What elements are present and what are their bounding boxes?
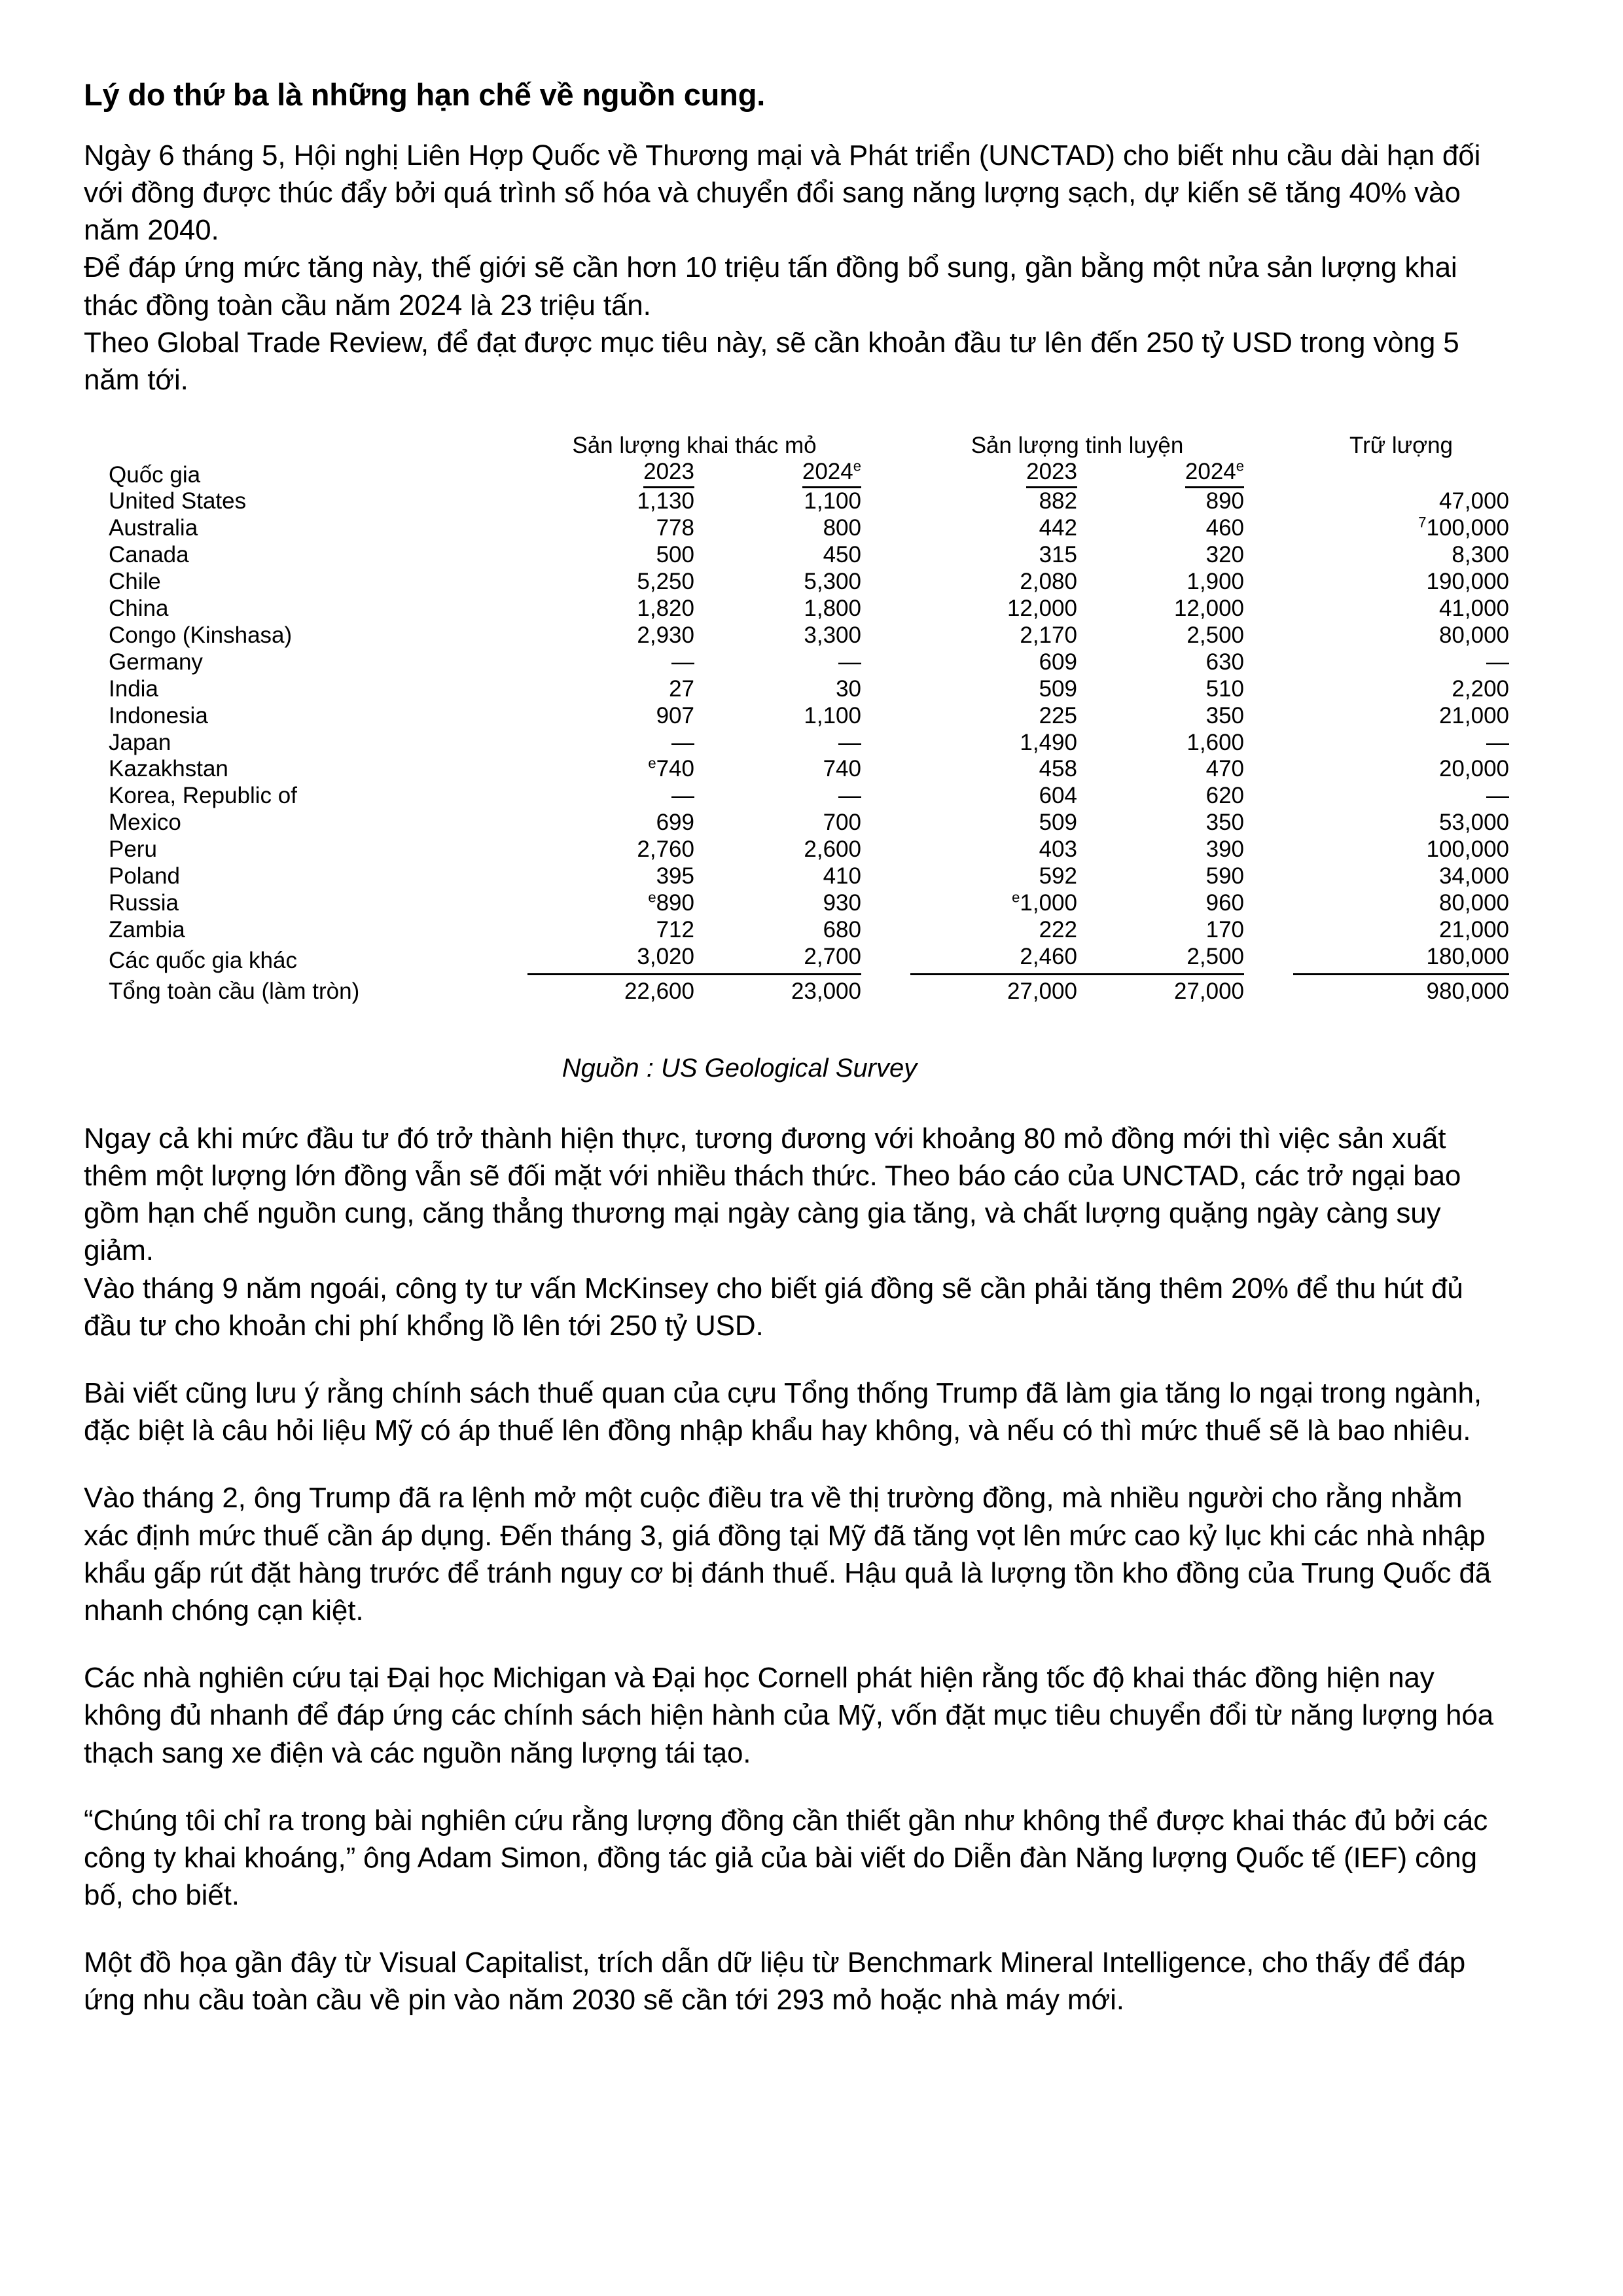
- table-row: [109, 863, 1509, 890]
- cell-mine-2024: 930: [823, 890, 861, 916]
- year-label: 2024: [802, 459, 853, 485]
- cell-refinery-2024: 390: [1205, 836, 1245, 863]
- paragraph: Một đồ họa gần đây từ Visual Capitalist, trích dẫn dữ liệu từ Benchmark Mineral Intelligence, cho thấy để đáp ứng nhu cầu toàn cầu về pin vào năm 2030 sẽ cần tới 293 mỏ hoặc nhà máy mới.: [84, 1946, 1466, 2017]
- cell-mine-2023: —: [671, 783, 694, 809]
- cell-country: India: [109, 675, 158, 702]
- table-row: [109, 703, 1509, 730]
- cell-mine-2023: 2,760: [637, 836, 694, 863]
- cell-refinery-2024: 350: [1205, 810, 1245, 836]
- cell-reserves: 47,000: [1438, 488, 1510, 514]
- cell-spacer: [861, 730, 910, 757]
- cell-refinery-2024: 170: [1205, 917, 1245, 943]
- cell-reserves: 41,000: [1438, 595, 1510, 621]
- body-paragraphs: [84, 1120, 1513, 2019]
- column-header-reserves-spacer: [1293, 459, 1509, 488]
- paragraph: Ngay cả khi mức đầu tư đó trở thành hiện thực, tương đương với khoảng 80 mỏ đồng mới thì việc sản xuất thêm một lượng lớn đồng vẫn sẽ đối mặt với nhiều thách thức. Theo báo cáo của UNCTAD, các trở ngại bao gồm hạn chế nguồn cung, căng thẳng thương mại ngày càng gia tăng, và chất lượng quặng ngày càng suy giảm.: [84, 1122, 1461, 1267]
- cell-reserves: 21,000: [1438, 702, 1510, 728]
- cell-refinery-2023: 458: [1039, 756, 1077, 782]
- cell-spacer: [861, 622, 910, 649]
- table-row: [109, 836, 1509, 863]
- paragraph: Vào tháng 9 năm ngoái, công ty tư vấn McKinsey cho biết giá đồng sẽ cần phải tăng thêm 20% để thu hút đủ đầu tư cho khoản chi phí khổng lồ lên tới 250 tỷ USD.: [84, 1272, 1463, 1342]
- cell-mine-2024: —: [838, 729, 861, 755]
- cell-refinery-2024: 590: [1205, 863, 1245, 889]
- cell-refinery-2023: 2,460: [910, 944, 1077, 974]
- intro-paragraphs: [84, 137, 1513, 399]
- cell-mine-2023: —: [671, 649, 694, 675]
- cell-country: Các quốc gia khác: [109, 947, 297, 973]
- cell-mine-2023: 907: [656, 702, 694, 728]
- table-row: [109, 917, 1509, 944]
- cell-reserves: 8,300: [1452, 541, 1510, 567]
- cell-refinery-2024: 350: [1205, 702, 1245, 728]
- cell-spacer: [1244, 649, 1293, 676]
- cell-mine-2024: 680: [823, 917, 861, 943]
- cell-spacer: [861, 890, 910, 917]
- year-label: 2024: [1185, 459, 1236, 485]
- cell-country: Chile: [109, 568, 161, 594]
- cell-refinery-2023: 882: [1039, 488, 1077, 514]
- cell-spacer: [1244, 542, 1293, 569]
- cell-country: Australia: [109, 515, 198, 541]
- cell-mine-2023: 27: [669, 675, 694, 702]
- cell-refinery-2024: 12,000: [1173, 595, 1245, 621]
- cell-refinery-2023: 12,000: [1007, 595, 1077, 621]
- cell-mine-2024: 450: [823, 541, 861, 567]
- cell-mine-2024: —: [838, 649, 861, 675]
- cell-reserves: 53,000: [1438, 810, 1510, 836]
- cell-spacer: [1244, 890, 1293, 917]
- table-row: [109, 569, 1509, 596]
- cell-refinery-2023: $^e$1,000: [1012, 889, 1077, 916]
- page-title: Lý do thứ ba là những hạn chế về nguồn cung.: [84, 77, 766, 112]
- cell-spacer: [1244, 515, 1293, 542]
- cell-spacer: [1244, 783, 1293, 810]
- cell-spacer: [1244, 730, 1293, 757]
- column-header-mine-2023: [527, 459, 694, 488]
- cell-country: China: [109, 595, 169, 621]
- cell-spacer: [861, 649, 910, 676]
- cell-reserves: 100,000: [1426, 836, 1510, 863]
- table-row: [109, 542, 1509, 569]
- cell-mine-2023: —: [671, 729, 694, 755]
- cell-reserves: —: [1486, 783, 1510, 809]
- estimate-marker: e: [648, 755, 656, 772]
- cell-total-mine-2023: 22,600: [624, 978, 694, 1004]
- cell-mine-2023: 3,020: [527, 944, 694, 974]
- copper-statistics-table: [84, 433, 1513, 1005]
- cell-spacer: [861, 974, 910, 1005]
- cell-reserves: 80,000: [1438, 890, 1510, 916]
- cell-spacer: [1244, 569, 1293, 596]
- cell-spacer: [1244, 836, 1293, 863]
- estimate-marker: e: [1012, 889, 1020, 906]
- cell-mine-2024: 800: [823, 515, 861, 541]
- cell-reserves: 2,200: [1452, 675, 1510, 702]
- table-body: [109, 488, 1509, 1005]
- cell-spacer: [861, 944, 910, 974]
- cell-country: Poland: [109, 863, 180, 889]
- cell-spacer: [861, 515, 910, 542]
- cell-refinery-2024: 470: [1205, 756, 1245, 782]
- cell-total-label: Tổng toàn cầu (làm tròn): [109, 978, 360, 1004]
- cell-spacer: [861, 836, 910, 863]
- column-header-refinery-2023: [910, 459, 1077, 488]
- cell-refinery-2024: 620: [1205, 783, 1245, 809]
- cell-refinery-2024: 630: [1205, 649, 1245, 675]
- cell-spacer: [861, 863, 910, 890]
- paragraph: “Chúng tôi chỉ ra trong bài nghiên cứu rằng lượng đồng cần thiết gần như không thể được khai thác đủ bởi các công ty khai khoáng,” ông Adam Simon, đồng tác giả của bài viết do Diễn đàn Năng lượng Quốc tế (IEF) công bố, cho biết.: [84, 1804, 1488, 1912]
- cell-spacer: [1244, 917, 1293, 944]
- cell-refinery-2023: 609: [1039, 649, 1077, 675]
- paragraph: Các nhà nghiên cứu tại Đại học Michigan và Đại học Cornell phát hiện rằng tốc độ khai thác đồng hiện nay không đủ nhanh để đáp ứng các chính sách hiện hành của Mỹ, vốn đặt mục tiêu chuyển đổi từ năng lượng hóa thạch sang xe điện và các nguồn năng lượng tái tạo.: [84, 1662, 1493, 1769]
- cell-mine-2023: 2,930: [637, 622, 694, 648]
- estimate-marker: e: [1236, 457, 1245, 475]
- cell-spacer: [1244, 596, 1293, 622]
- cell-total-reserves: 980,000: [1426, 978, 1510, 1004]
- table-row: [109, 515, 1509, 542]
- cell-country: Kazakhstan: [109, 756, 228, 782]
- cell-refinery-2023: 442: [1039, 515, 1077, 541]
- estimate-marker: 7: [1418, 514, 1427, 531]
- cell-refinery-2023: 222: [1039, 917, 1077, 943]
- column-header-mine-2024: [694, 459, 861, 488]
- cell-spacer: [861, 488, 910, 515]
- table-row: [109, 730, 1509, 757]
- cell-mine-2023: 699: [656, 810, 694, 836]
- year-label: 2023: [643, 459, 694, 488]
- cell-refinery-2024: 1,600: [1186, 729, 1245, 755]
- column-header-refinery-2024: [1077, 459, 1244, 488]
- cell-mine-2023: 500: [656, 541, 694, 567]
- cell-refinery-2023: 509: [1039, 810, 1077, 836]
- table-row: [109, 810, 1509, 836]
- cell-mine-2024: 740: [823, 756, 861, 782]
- cell-reserves: 21,000: [1438, 917, 1510, 943]
- cell-mine-2024: 1,800: [804, 595, 861, 621]
- cell-country: Russia: [109, 890, 179, 916]
- cell-refinery-2023: 225: [1039, 702, 1077, 728]
- cell-refinery-2024: 2,500: [1186, 622, 1245, 648]
- cell-reserves: —: [1486, 729, 1510, 755]
- paragraph: Vào tháng 2, ông Trump đã ra lệnh mở một cuộc điều tra về thị trường đồng, mà nhiều người cho rằng nhằm xác định mức thuế cần áp dụng. Đến tháng 3, giá đồng tại Mỹ đã tăng vọt lên mức cao kỷ lục khi các nhà nhập khẩu gấp rút đặt hàng trước để tránh nguy cơ bị đánh thuế. Hậu quả là lượng tồn kho đồng của Trung Quốc đã nhanh chóng cạn kiệt.: [84, 1482, 1491, 1626]
- table-row: [109, 676, 1509, 703]
- cell-mine-2024: 1,100: [804, 488, 861, 514]
- table-row: [109, 649, 1509, 676]
- cell-mine-2024: 5,300: [804, 568, 861, 594]
- column-group-header-reserves: Trữ lượng: [1349, 433, 1453, 459]
- cell-mine-2024: 410: [823, 863, 861, 889]
- cell-spacer: [861, 569, 910, 596]
- cell-mine-2023: 712: [656, 917, 694, 943]
- table-row: [109, 622, 1509, 649]
- paragraph: Theo Global Trade Review, để đạt được mục tiêu này, sẽ cần khoản đầu tư lên đến 250 tỷ USD trong vòng 5 năm tới.: [84, 326, 1459, 396]
- cell-reserves: $^7$100,000: [1418, 514, 1510, 541]
- cell-country: Mexico: [109, 810, 181, 836]
- cell-country: Germany: [109, 649, 203, 675]
- table-row: [109, 756, 1509, 783]
- table-row: [109, 488, 1509, 515]
- table-row: [109, 944, 1509, 974]
- cell-spacer: [861, 596, 910, 622]
- cell-mine-2024: —: [838, 783, 861, 809]
- estimate-marker: e: [648, 889, 656, 906]
- cell-refinery-2023: 2,170: [1020, 622, 1077, 648]
- cell-refinery-2024: 510: [1205, 675, 1245, 702]
- column-header-country: Quốc gia: [109, 462, 201, 488]
- cell-spacer: [1244, 488, 1293, 515]
- estimate-marker: e: [853, 457, 861, 475]
- cell-refinery-2023: 315: [1039, 541, 1077, 567]
- cell-spacer: [861, 703, 910, 730]
- year-label: 2023: [1026, 459, 1077, 488]
- table-row: [109, 596, 1509, 622]
- cell-country: Japan: [109, 729, 171, 755]
- paragraph: Ngày 6 tháng 5, Hội nghị Liên Hợp Quốc về Thương mại và Phát triển (UNCTAD) cho biết nhu cầu dài hạn đối với đồng được thúc đẩy bởi quá trình số hóa và chuyển đổi sang năng lượng sạch, dự kiến sẽ tăng 40% vào năm 2040.: [84, 139, 1481, 247]
- cell-mine-2023: 395: [656, 863, 694, 889]
- cell-total-refinery-2023: 27,000: [1007, 978, 1077, 1004]
- paragraph: Để đáp ứng mức tăng này, thế giới sẽ cần hơn 10 triệu tấn đồng bổ sung, gần bằng một nửa sản lượng khai thác đồng toàn cầu năm 2024 là 23 triệu tấn.: [84, 251, 1457, 321]
- table-total-row: [109, 974, 1509, 1005]
- cell-country: Congo (Kinshasa): [109, 622, 293, 648]
- column-group-header-mine: Sản lượng khai thác mỏ: [572, 433, 817, 459]
- cell-reserves: 20,000: [1438, 756, 1510, 782]
- cell-refinery-2024: 460: [1205, 515, 1245, 541]
- cell-reserves: 190,000: [1426, 568, 1510, 594]
- cell-refinery-2024: 960: [1205, 890, 1245, 916]
- cell-refinery-2024: 890: [1205, 488, 1245, 514]
- cell-spacer: [1244, 622, 1293, 649]
- cell-spacer: [1244, 676, 1293, 703]
- cell-country: Peru: [109, 836, 157, 863]
- table-group-header-row: [109, 433, 1509, 459]
- cell-reserves: 34,000: [1438, 863, 1510, 889]
- cell-mine-2023: 5,250: [637, 568, 694, 594]
- cell-spacer: [861, 810, 910, 836]
- cell-country: Canada: [109, 541, 189, 567]
- table-row: [109, 890, 1509, 917]
- cell-country: Korea, Republic of: [109, 783, 297, 809]
- cell-mine-2024: 30: [836, 675, 861, 702]
- cell-spacer: [861, 917, 910, 944]
- cell-refinery-2024: 1,900: [1186, 568, 1245, 594]
- cell-refinery-2023: 1,490: [1020, 729, 1077, 755]
- cell-mine-2023: $^e$740: [648, 755, 694, 782]
- paragraph: Bài viết cũng lưu ý rằng chính sách thuế quan của cựu Tổng thống Trump đã làm gia tăng lo ngại trong ngành, đặc biệt là câu hỏi liệu Mỹ có áp thuế lên đồng nhập khẩu hay không, và nếu có thì mức thuế sẽ là bao nhiêu.: [84, 1377, 1482, 1447]
- cell-mine-2024: 700: [823, 810, 861, 836]
- cell-refinery-2023: 592: [1039, 863, 1077, 889]
- cell-refinery-2024: 320: [1205, 541, 1245, 567]
- cell-reserves: —: [1486, 649, 1510, 675]
- cell-spacer: [1244, 756, 1293, 783]
- cell-mine-2023: 1,820: [637, 595, 694, 621]
- cell-spacer: [861, 756, 910, 783]
- cell-spacer: [861, 542, 910, 569]
- table-row: [109, 783, 1509, 810]
- cell-refinery-2023: 403: [1039, 836, 1077, 863]
- cell-total-refinery-2024: 27,000: [1173, 978, 1245, 1004]
- cell-spacer: [1244, 810, 1293, 836]
- cell-spacer: [861, 676, 910, 703]
- cell-refinery-2023: 509: [1039, 675, 1077, 702]
- cell-mine-2023: 778: [656, 515, 694, 541]
- cell-mine-2023: 1,130: [637, 488, 694, 514]
- cell-total-mine-2024: 23,000: [791, 978, 861, 1004]
- cell-mine-2024: 2,600: [804, 836, 861, 863]
- cell-spacer: [1244, 974, 1293, 1005]
- cell-mine-2024: 1,100: [804, 702, 861, 728]
- cell-refinery-2023: 2,080: [1020, 568, 1077, 594]
- cell-country: Zambia: [109, 917, 185, 943]
- cell-country: Indonesia: [109, 702, 208, 728]
- cell-reserves: 80,000: [1438, 622, 1510, 648]
- cell-mine-2023: $^e$890: [648, 889, 694, 916]
- column-group-header-refinery: Sản lượng tinh luyện: [971, 433, 1184, 459]
- cell-spacer: [1244, 703, 1293, 730]
- table-source-caption: Nguồn : US Geological Survey: [562, 1053, 918, 1083]
- cell-refinery-2024: 2,500: [1077, 944, 1244, 974]
- cell-spacer: [861, 783, 910, 810]
- cell-spacer: [1244, 863, 1293, 890]
- cell-reserves: 180,000: [1293, 944, 1509, 974]
- cell-mine-2024: 3,300: [804, 622, 861, 648]
- cell-mine-2024: 2,700: [694, 944, 861, 974]
- cell-country: United States: [109, 488, 247, 514]
- cell-spacer: [1244, 944, 1293, 974]
- cell-refinery-2023: 604: [1039, 783, 1077, 809]
